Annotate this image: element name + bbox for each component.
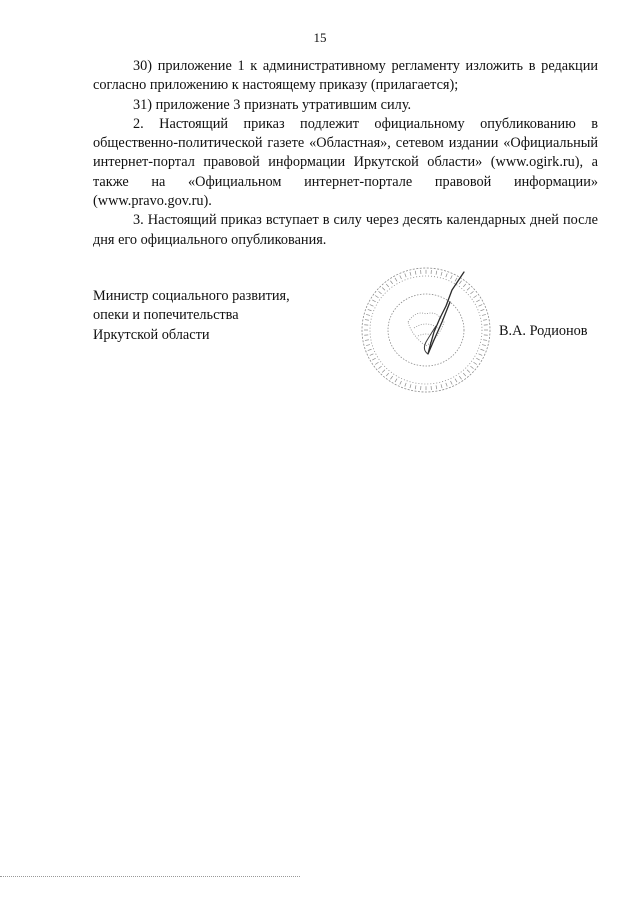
signer-position xyxy=(93,287,290,345)
page-divider xyxy=(0,876,300,877)
official-seal-with-signature-icon xyxy=(356,262,496,397)
signer-position-line: Министр социального развития, xyxy=(93,288,290,304)
paragraph-publication: 2. Настоящий приказ подлежит официальному опубликованию в общественно-политической газете «Областная», сетевом издании «Официальный интернет-портал правовой информации Иркутской области» (www.ogirk.ru), а также на «Официальном интернет-портале правовой информации» (www.pravo.gov.ru). xyxy=(93,115,598,210)
signer-position-line: Иркутской области xyxy=(93,326,210,343)
signer-position-line: опеки и попечительства xyxy=(93,307,239,324)
document-body xyxy=(93,57,598,250)
handwritten-signature-stroke xyxy=(428,272,464,354)
page-number: 15 xyxy=(313,30,327,45)
signer-name: В.А. Родионов xyxy=(499,323,588,339)
paragraph-entry-into-force: 3. Настоящий приказ вступает в силу через десять календарных дней после дня его официального опубликования. xyxy=(93,212,598,248)
paragraph-item-31: 31) приложение 3 признать утратившим силу. xyxy=(133,96,412,113)
paragraph-item-30: 30) приложение 1 к административному регламенту изложить в редакции согласно приложению к настоящему приказу (прилагается); xyxy=(93,58,598,94)
